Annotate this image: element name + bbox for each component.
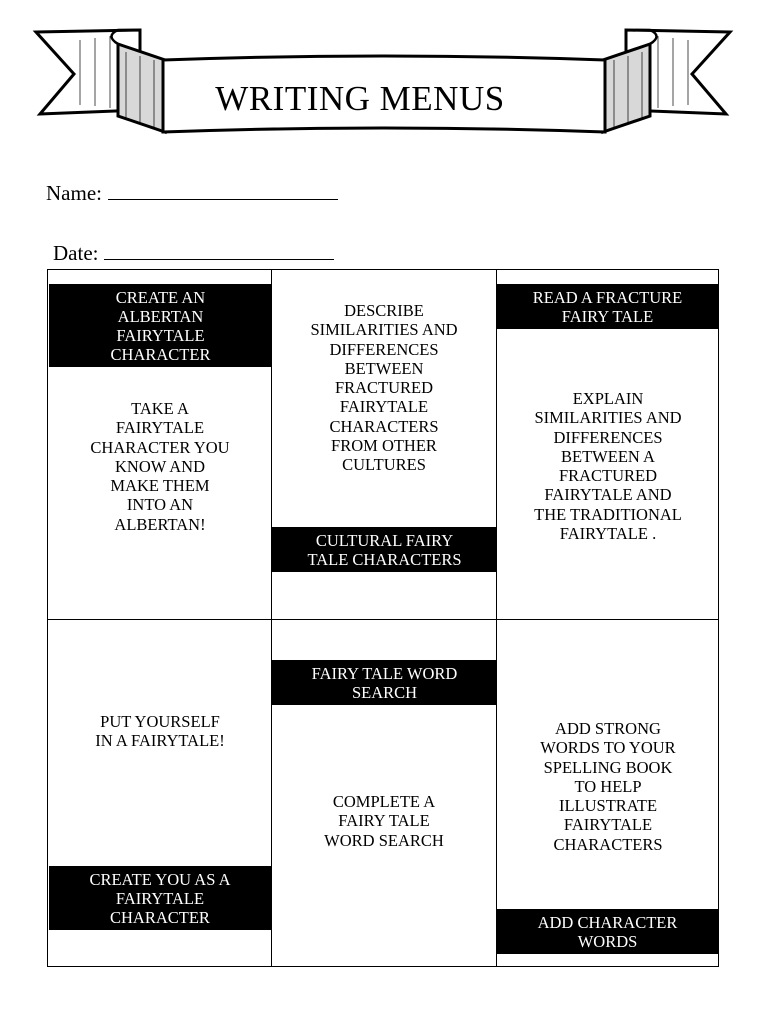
writing-menu-grid xyxy=(47,269,719,967)
cell-body-text: TAKE A FAIRYTALE CHARACTER YOU KNOW AND MAKE THEM INTO AN ALBERTAN! xyxy=(90,399,230,534)
date-field[interactable] xyxy=(53,240,334,266)
cell-body-text: PUT YOURSELF IN A FAIRYTALE! xyxy=(95,712,225,751)
cell-header-box: FAIRY TALE WORD SEARCH xyxy=(272,660,497,705)
cell-body-text: EXPLAIN SIMILARITIES AND DIFFERENCES BETWEEN A FRACTURED FAIRYTALE AND THE TRADITIONAL FAIRYTALE . xyxy=(534,389,682,544)
cell-footer-box: CREATE YOU AS A FAIRYTALE CHARACTER xyxy=(49,866,271,930)
ribbon-banner-graphic xyxy=(0,0,768,150)
cell-body-text: DESCRIBE SIMILARITIES AND DIFFERENCES BETWEEN FRACTURED FAIRYTALE CHARACTERS FROM OTHER CULTURES xyxy=(310,301,458,475)
cell-footer-box: ADD CHARACTER WORDS xyxy=(497,909,718,954)
cell-header-box: READ A FRACTURE FAIRY TALE xyxy=(497,284,718,329)
name-field[interactable] xyxy=(46,180,338,206)
cell-body-text: COMPLETE A FAIRY TALE WORD SEARCH xyxy=(324,792,444,850)
cell-footer-box: CULTURAL FAIRY TALE CHARACTERS xyxy=(272,527,497,572)
grid-divider xyxy=(48,619,718,620)
cell-header-box: CREATE AN ALBERTAN FAIRYTALE CHARACTER xyxy=(49,284,272,367)
page-title: WRITING MENUS xyxy=(215,79,505,118)
name-label: Name: xyxy=(46,181,102,205)
date-label: Date: xyxy=(53,241,99,265)
name-blank-line[interactable] xyxy=(108,181,338,200)
date-blank-line[interactable] xyxy=(104,241,334,260)
grid-divider xyxy=(496,270,497,966)
cell-body-text: ADD STRONG WORDS TO YOUR SPELLING BOOK TO HELP ILLUSTRATE FAIRYTALE CHARACTERS xyxy=(540,719,676,854)
